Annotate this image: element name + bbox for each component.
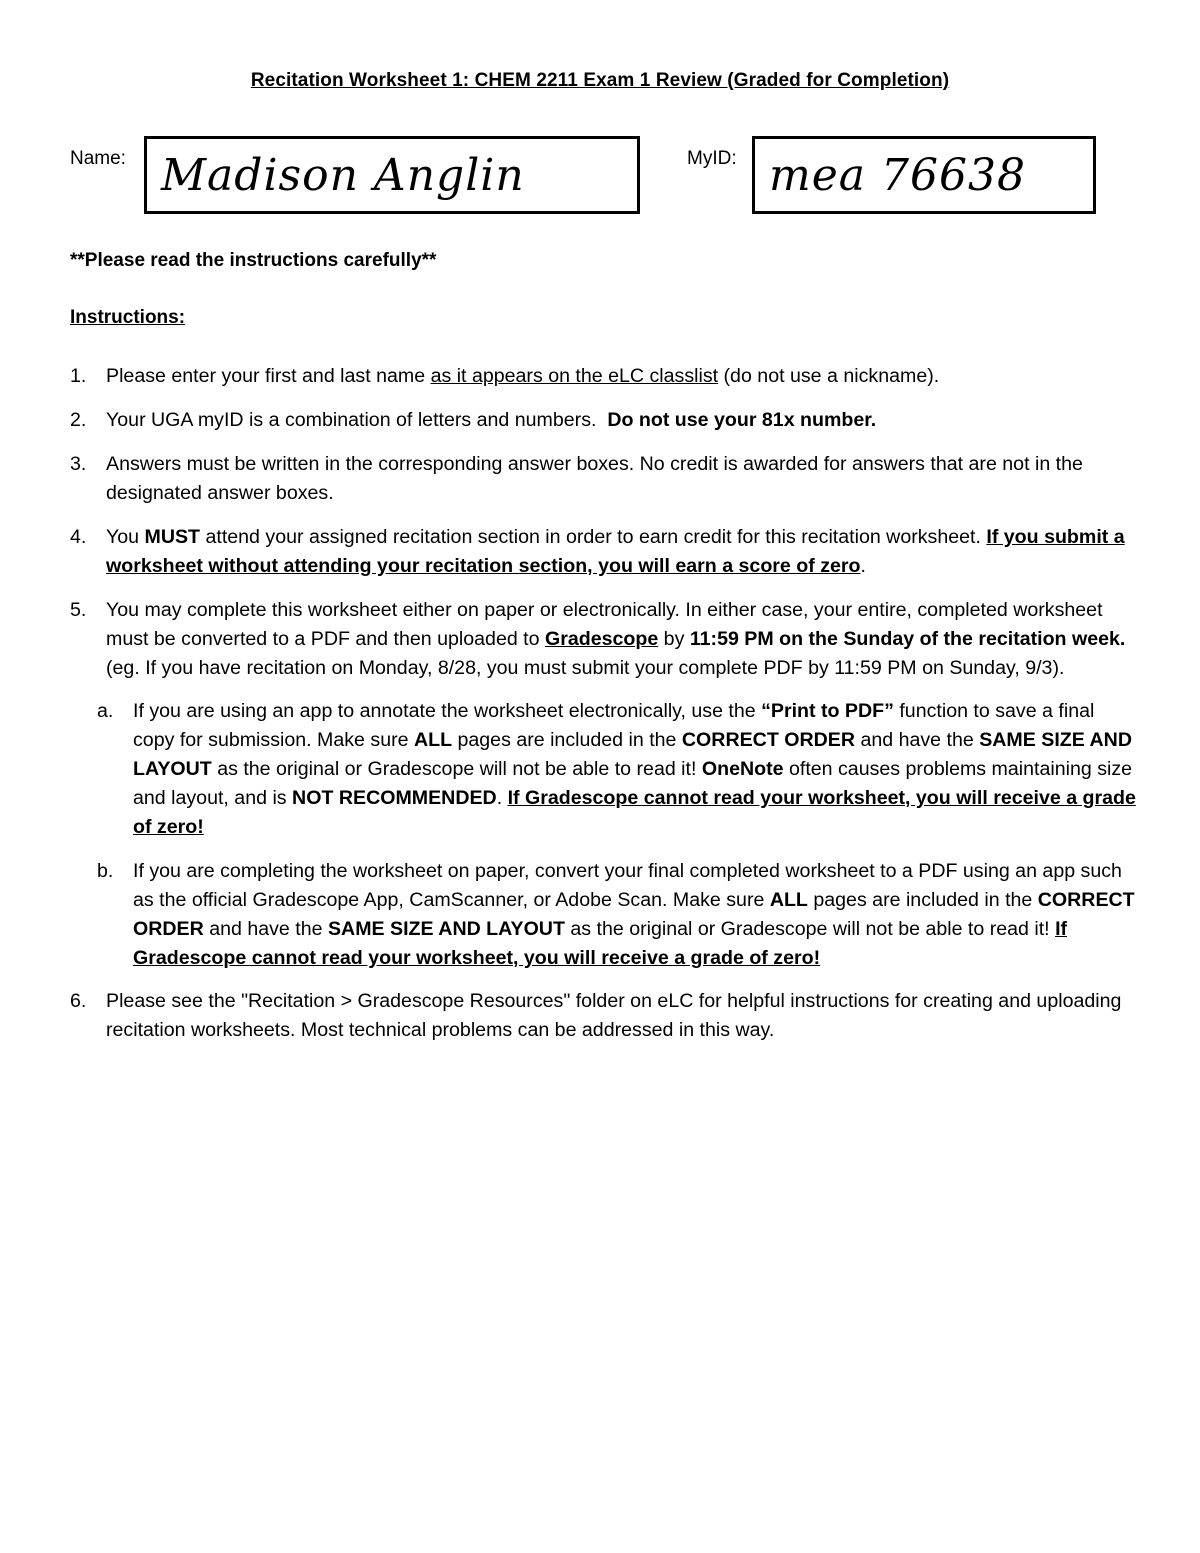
item-warning: If Gradescope cannot read your worksheet, you will receive a grade of zero! [133,787,1136,838]
item-number: 6. [70,990,87,1012]
deadline-text: 11:59 PM on the Sunday of the recitation week. [689,628,1126,650]
instruction-item-4 [70,523,1140,581]
item-text: and have the [855,729,980,751]
name-label: Name: [70,148,126,169]
myid-field[interactable] [752,136,1096,214]
item-number: 2. [70,409,87,431]
name-handwritten-value: Madison Anglin [161,149,525,201]
item-text: often causes problems maintaining size and layout, and is [133,758,1133,809]
page-title: Recitation Worksheet 1: CHEM 2211 Exam 1 Review (Graded for Completion) [250,70,950,91]
item-emphasis: ALL [769,889,808,911]
item-text: Please enter your first and last name [106,365,431,387]
item-text: (eg. If you have recitation on Monday, 8/28, you must submit your complete PDF by 11:59 PM on Sunday, 9/3). [106,657,1065,679]
instruction-item-1 [70,362,1140,391]
item-number: 5. [70,599,87,621]
item-text: function to save a final copy for submission. Make sure [133,700,1095,751]
item-emphasis: Do not use your 81x number. [607,409,877,431]
item-text: If you are completing the worksheet on paper, convert your final completed worksheet to a PDF using an app such as the official Gradescope App, CamScanner, or Adobe Scan. Make sure [133,860,1122,911]
item-text: You [106,526,145,548]
item-emphasis: ALL [413,729,453,751]
item-text: as the original or Gradescope will not be able to read it! [211,758,702,780]
item-text: pages are included in the [452,729,682,751]
item-emphasis: MUST [144,526,201,548]
item-warning: If you submit a worksheet without attending your recitation section, you will earn a score of zero [106,526,1125,577]
instructions-notice: **Please read the instructions carefully** [70,250,437,271]
item-number: 3. [70,453,87,475]
item-text: attend your assigned recitation section in order to earn credit for this recitation worksheet. [200,526,987,548]
item-emphasis: OneNote [701,758,784,780]
item-warning: If Gradescope cannot read your worksheet, you will receive a grade of zero! [133,918,1068,969]
instructions-list [70,362,1140,1045]
name-field[interactable] [144,136,640,214]
item-emphasis: CORRECT ORDER [133,889,1135,940]
item-emphasis: NOT RECOMMENDED [292,787,497,809]
item-emphasis: “Print to PDF” [761,700,894,722]
item-text: as the original or Gradescope will not be able to read it! [564,918,1056,940]
item-emphasis: CORRECT ORDER [681,729,855,751]
item-text: (do not use a nickname). [718,365,940,387]
item-emphasis: SAME SIZE AND LAYOUT [327,918,565,940]
instruction-item-6 [70,987,1140,1045]
instructions-heading: Instructions: [70,307,186,328]
item-text: Please see the "Recitation > Gradescope Resources" folder on eLC for helpful instructions for creating and uploading recitation worksheets. Most technical problems can be addressed in this way. [106,990,1122,1041]
gradescope-reference: Gradescope [544,628,659,650]
instruction-item-2 [70,406,1140,435]
subitem-label: b. [97,860,114,882]
item-text: . [860,555,866,577]
item-text: by [658,628,690,650]
item-text: You may complete this worksheet either on paper or electronically. In either case, your entire, completed worksheet must be converted to a PDF and then uploaded to [106,599,1103,650]
instruction-item-3 [70,450,1140,508]
item-text: Answers must be written in the corresponding answer boxes. No credit is awarded for answers that are not in the designated answer boxes. [106,453,1083,504]
instruction-item-5 [70,596,1140,683]
item-number: 1. [70,365,87,387]
item-text: and have the [203,918,328,940]
instruction-subitem-a [70,697,1140,842]
item-number: 4. [70,526,87,548]
subitem-label: a. [97,700,114,722]
myid-label: MyID: [687,148,737,169]
item-text: If you are using an app to annotate the worksheet electronically, use the [133,700,762,722]
item-text: Your UGA myID is a combination of letters and numbers. [106,409,608,431]
myid-handwritten-value: mea 76638 [769,149,1026,201]
item-text: . [496,787,508,809]
instruction-subitem-b [70,857,1140,973]
classlist-reference: as it appears on the eLC classlist [430,365,719,387]
item-emphasis: SAME SIZE AND LAYOUT [133,729,1132,780]
item-text: pages are included in the [807,889,1038,911]
